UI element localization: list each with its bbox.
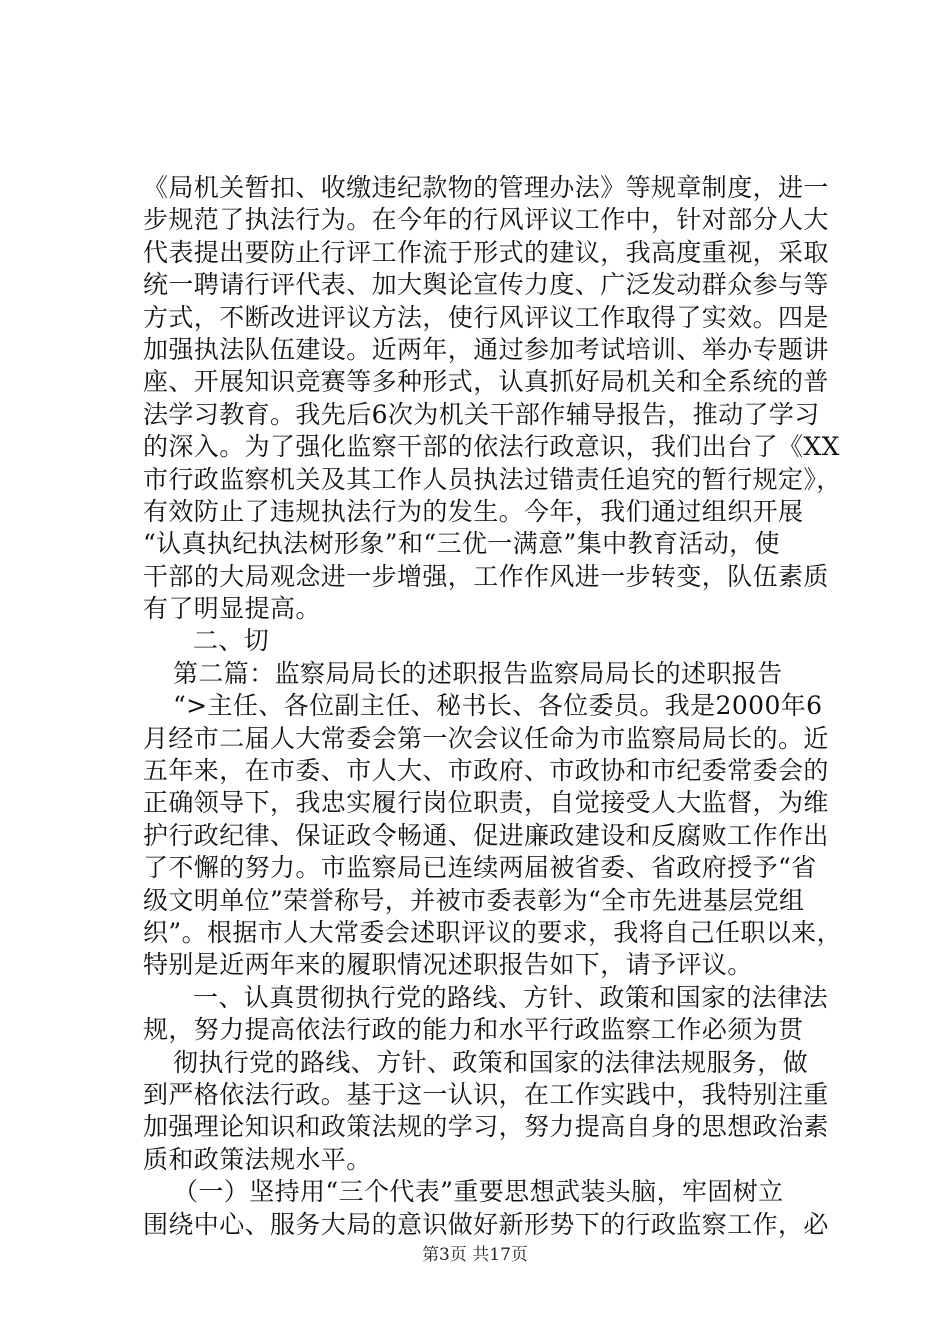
text-line: 加强执法队伍建设。近两年，通过参加考试培训、举办专题讲 bbox=[143, 334, 829, 364]
text-line: 正确领导下，我忠实履行岗位职责，自觉接受人大监督，为维 bbox=[143, 788, 829, 818]
text-line: 加强理论知识和政策法规的学习，努力提高自身的思想政治素 bbox=[143, 1112, 829, 1142]
text-line: 代表提出要防止行评工作流于形式的建议，我高度重视，采取 bbox=[143, 237, 829, 267]
text-line: 座、开展知识竞赛等多种形式，认真抓好局机关和全系统的普 bbox=[143, 367, 829, 397]
article-title: 第二篇：监察局局长的述职报告监察局局长的述职报告 bbox=[173, 658, 783, 688]
text-line: 步规范了执法行为。在今年的行风评议工作中，针对部分人大 bbox=[143, 205, 829, 235]
body-text bbox=[143, 172, 842, 1241]
text-line: 市行政监察机关及其工作人员执法过错责任追究的暂行规定》， bbox=[143, 464, 842, 494]
section-heading: 二、切 bbox=[193, 626, 270, 656]
text-line: 的深入。为了强化监察干部的依法行政意识，我们出台了《XX bbox=[143, 432, 840, 462]
section-heading: 一、认真贯彻执行党的路线、方针、政策和国家的法律法 bbox=[193, 982, 829, 1012]
text-line: 法学习教育。我先后6次为机关干部作辅导报告，推动了学习 bbox=[143, 399, 820, 429]
text-line: 有了明显提高。 bbox=[143, 594, 321, 624]
text-line: 围绕中心、服务大局的意识做好新形势下的行政监察工作，必 bbox=[143, 1209, 829, 1239]
text-line: 五年来，在市委、市人大、市政府、市政协和市纪委常委会的 bbox=[143, 756, 829, 786]
text-line: 彻执行党的路线、方针、政策和国家的法律法规服务，做 bbox=[173, 1047, 809, 1077]
text-line: 了不懈的努力。市监察局已连续两届被省委、省政府授予“省 bbox=[143, 853, 817, 883]
text-line: “认真执纪执法树形象”和“三优一满意”集中教育活动，使 bbox=[143, 529, 780, 559]
page-number: 第3页 共17页 bbox=[422, 1245, 528, 1265]
text-line: 级文明单位”荣誉称号，并被市委表彰为“全市先进基层党组 bbox=[143, 885, 805, 915]
text-line: 有效防止了违规执法行为的发生。今年，我们通过组织开展 bbox=[143, 496, 804, 526]
text-line: 织”。根据市人大常委会述职评议的要求，我将自己任职以来， bbox=[143, 917, 842, 947]
subsection-heading: （一）坚持用“三个代表”重要思想武装头脑，牢固树立 bbox=[173, 1177, 784, 1207]
text-line: 护行政纪律、保证政令畅通、促进廉政建设和反腐败工作作出 bbox=[143, 820, 829, 850]
text-line: 质和政策法规水平。 bbox=[143, 1144, 372, 1174]
text-line: 方式，不断改进评议方法，使行风评议工作取得了实效。四是 bbox=[143, 302, 829, 332]
text-line: 统一聘请行评代表、加大舆论宣传力度、广泛发动群众参与等 bbox=[143, 270, 829, 300]
text-line: 《局机关暂扣、收缴违纪款物的管理办法》等规章制度，进一 bbox=[143, 173, 829, 202]
text-line: 特别是近两年来的履职情况述职报告如下，请予评议。 bbox=[143, 950, 753, 980]
text-line: 到严格依法行政。基于这一认识，在工作实践中，我特别注重 bbox=[143, 1079, 829, 1109]
text-line: 规，努力提高依法行政的能力和水平行政监察工作必须为贯 bbox=[143, 1015, 804, 1045]
text-line: 干部的大局观念进一步增强，工作作风进一步转变，队伍素质 bbox=[143, 561, 829, 591]
text-line: 月经市二届人大常委会第一次会议任命为市监察局局长的。近 bbox=[143, 723, 829, 753]
text-line: “>主任、各位副主任、秘书长、各位委员。我是2000年6 bbox=[173, 691, 823, 721]
